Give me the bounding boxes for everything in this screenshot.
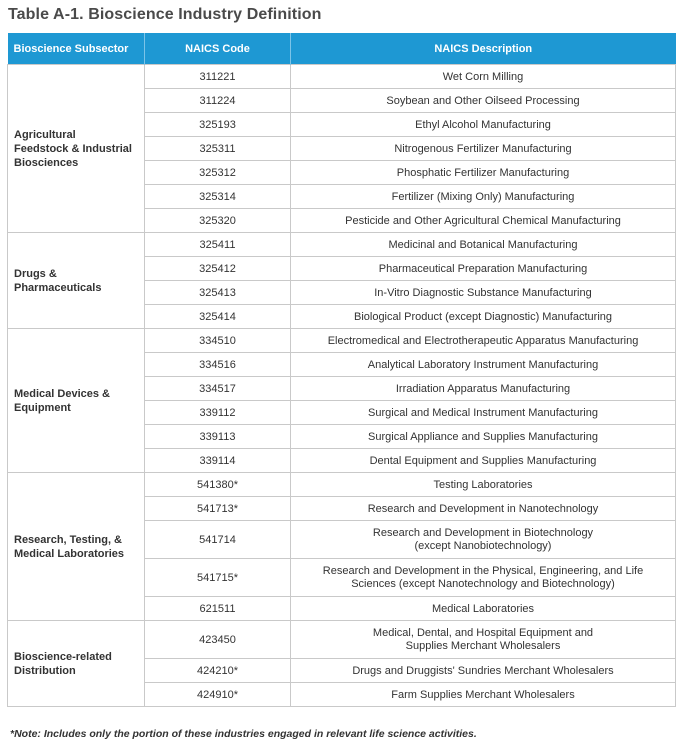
naics-description-cell — [291, 89, 676, 113]
subsector-label-line: Medical Laboratories — [14, 547, 125, 560]
footnote: *Note: Includes only the portion of these industries engaged in relevant life science activities. — [10, 728, 477, 740]
subsector-label-line: Drugs & — [14, 267, 57, 280]
subsector-label-line: Pharmaceuticals — [14, 281, 102, 294]
description-line: Dental Equipment and Supplies Manufacturing — [369, 454, 597, 467]
description-line: Pesticide and Other Agricultural Chemical Manufacturing — [345, 214, 621, 227]
subsector-label-line: Biosciences — [14, 156, 79, 169]
table-row — [8, 329, 676, 353]
table-row — [8, 473, 676, 497]
description-line: Farm Supplies Merchant Wholesalers — [391, 688, 575, 701]
naics-code-cell: 325193 — [145, 113, 291, 137]
naics-code-cell: 423450 — [145, 621, 291, 659]
naics-code-cell: 325413 — [145, 281, 291, 305]
naics-code-cell: 325411 — [145, 233, 291, 257]
header-naics-description: NAICS Description — [291, 33, 676, 65]
naics-description-cell — [291, 305, 676, 329]
naics-description-cell — [291, 659, 676, 683]
subsector-label-line: Medical Devices & — [14, 387, 110, 400]
naics-description-cell — [291, 281, 676, 305]
naics-code-cell: 325311 — [145, 137, 291, 161]
description-line: Medicinal and Botanical Manufacturing — [388, 238, 578, 251]
naics-description-cell — [291, 233, 676, 257]
naics-description-cell — [291, 161, 676, 185]
naics-code-cell: 325412 — [145, 257, 291, 281]
naics-description-cell — [291, 497, 676, 521]
naics-description-cell — [291, 449, 676, 473]
naics-description-cell — [291, 621, 676, 659]
description-line: Surgical Appliance and Supplies Manufacturing — [368, 430, 598, 443]
table-row — [8, 233, 676, 257]
naics-code-cell: 334510 — [145, 329, 291, 353]
naics-code-cell: 339114 — [145, 449, 291, 473]
description-line: Irradiation Apparatus Manufacturing — [395, 382, 571, 395]
table-header-row — [8, 33, 676, 65]
naics-code-cell: 621511 — [145, 597, 291, 621]
naics-description-cell — [291, 137, 676, 161]
naics-description-cell — [291, 559, 676, 597]
naics-code-cell: 424910* — [145, 683, 291, 707]
description-line: Pharmaceutical Preparation Manufacturing — [378, 262, 588, 275]
subsector-label-line: Distribution — [14, 664, 76, 677]
naics-code-cell: 541380* — [145, 473, 291, 497]
subsector-label-line: Feedstock & Industrial — [14, 142, 132, 155]
subsector-cell — [8, 65, 145, 233]
naics-description-cell — [291, 521, 676, 559]
naics-code-cell: 541715* — [145, 559, 291, 597]
description-line: Medical, Dental, and Hospital Equipment and — [372, 626, 594, 639]
naics-code-cell: 311221 — [145, 65, 291, 89]
subsector-cell — [8, 329, 145, 473]
header-naics-code: NAICS Code — [145, 33, 291, 65]
naics-code-cell: 334517 — [145, 377, 291, 401]
description-line: Testing Laboratories — [433, 478, 533, 491]
naics-description-cell — [291, 377, 676, 401]
table-body — [8, 65, 676, 707]
table-title: Table A-1. Bioscience Industry Definition — [8, 6, 322, 23]
description-line: Research and Development in the Physical, Engineering, and Life — [322, 564, 644, 577]
description-line: Drugs and Druggists' Sundries Merchant Wholesalers — [352, 664, 614, 677]
naics-description-cell — [291, 185, 676, 209]
naics-code-cell: 325314 — [145, 185, 291, 209]
naics-description-cell — [291, 257, 676, 281]
description-line: Electromedical and Electrotherapeutic Apparatus Manufacturing — [327, 334, 639, 347]
naics-description-cell — [291, 209, 676, 233]
naics-code-cell: 325320 — [145, 209, 291, 233]
naics-description-cell — [291, 353, 676, 377]
description-line: In-Vitro Diagnostic Substance Manufacturing — [374, 286, 592, 299]
naics-code-cell: 311224 — [145, 89, 291, 113]
subsector-label-line: Agricultural — [14, 128, 76, 141]
description-line: Analytical Laboratory Instrument Manufacturing — [367, 358, 599, 371]
naics-description-cell — [291, 683, 676, 707]
description-line: Soybean and Other Oilseed Processing — [386, 94, 580, 107]
description-line: Nitrogenous Fertilizer Manufacturing — [394, 142, 572, 155]
header-subsector: Bioscience Subsector — [8, 33, 145, 65]
subsector-label-line: Bioscience-related — [14, 650, 112, 663]
naics-description-cell — [291, 425, 676, 449]
naics-code-cell: 339112 — [145, 401, 291, 425]
description-line: Supplies Merchant Wholesalers — [405, 639, 561, 652]
subsector-label-line: Research, Testing, & — [14, 533, 122, 546]
description-line: Phosphatic Fertilizer Manufacturing — [396, 166, 570, 179]
naics-description-cell — [291, 65, 676, 89]
naics-code-cell: 334516 — [145, 353, 291, 377]
naics-description-cell — [291, 473, 676, 497]
subsector-cell — [8, 473, 145, 621]
description-line: Surgical and Medical Instrument Manufacturing — [368, 406, 598, 419]
naics-description-cell — [291, 401, 676, 425]
naics-description-cell — [291, 597, 676, 621]
subsector-label-line: Equipment — [14, 401, 71, 414]
naics-description-cell — [291, 113, 676, 137]
naics-table — [7, 33, 676, 707]
description-line: Medical Laboratories — [431, 602, 535, 615]
naics-code-cell: 424210* — [145, 659, 291, 683]
naics-code-cell: 325312 — [145, 161, 291, 185]
naics-code-cell: 541714 — [145, 521, 291, 559]
description-line: (except Nanobiotechnology) — [414, 539, 552, 552]
naics-description-cell — [291, 329, 676, 353]
description-line: Wet Corn Milling — [442, 70, 524, 83]
description-line: Research and Development in Biotechnology — [372, 526, 594, 539]
subsector-cell — [8, 233, 145, 329]
subsector-cell — [8, 621, 145, 707]
table-row — [8, 621, 676, 659]
description-line: Biological Product (except Diagnostic) Manufacturing — [353, 310, 613, 323]
naics-code-cell: 541713* — [145, 497, 291, 521]
naics-code-cell: 339113 — [145, 425, 291, 449]
description-line: Fertilizer (Mixing Only) Manufacturing — [391, 190, 575, 203]
table-row — [8, 65, 676, 89]
description-line: Sciences (except Nanotechnology and Biotechnology) — [351, 577, 615, 590]
naics-code-cell: 325414 — [145, 305, 291, 329]
description-line: Research and Development in Nanotechnology — [367, 502, 599, 515]
description-line: Ethyl Alcohol Manufacturing — [415, 118, 551, 131]
